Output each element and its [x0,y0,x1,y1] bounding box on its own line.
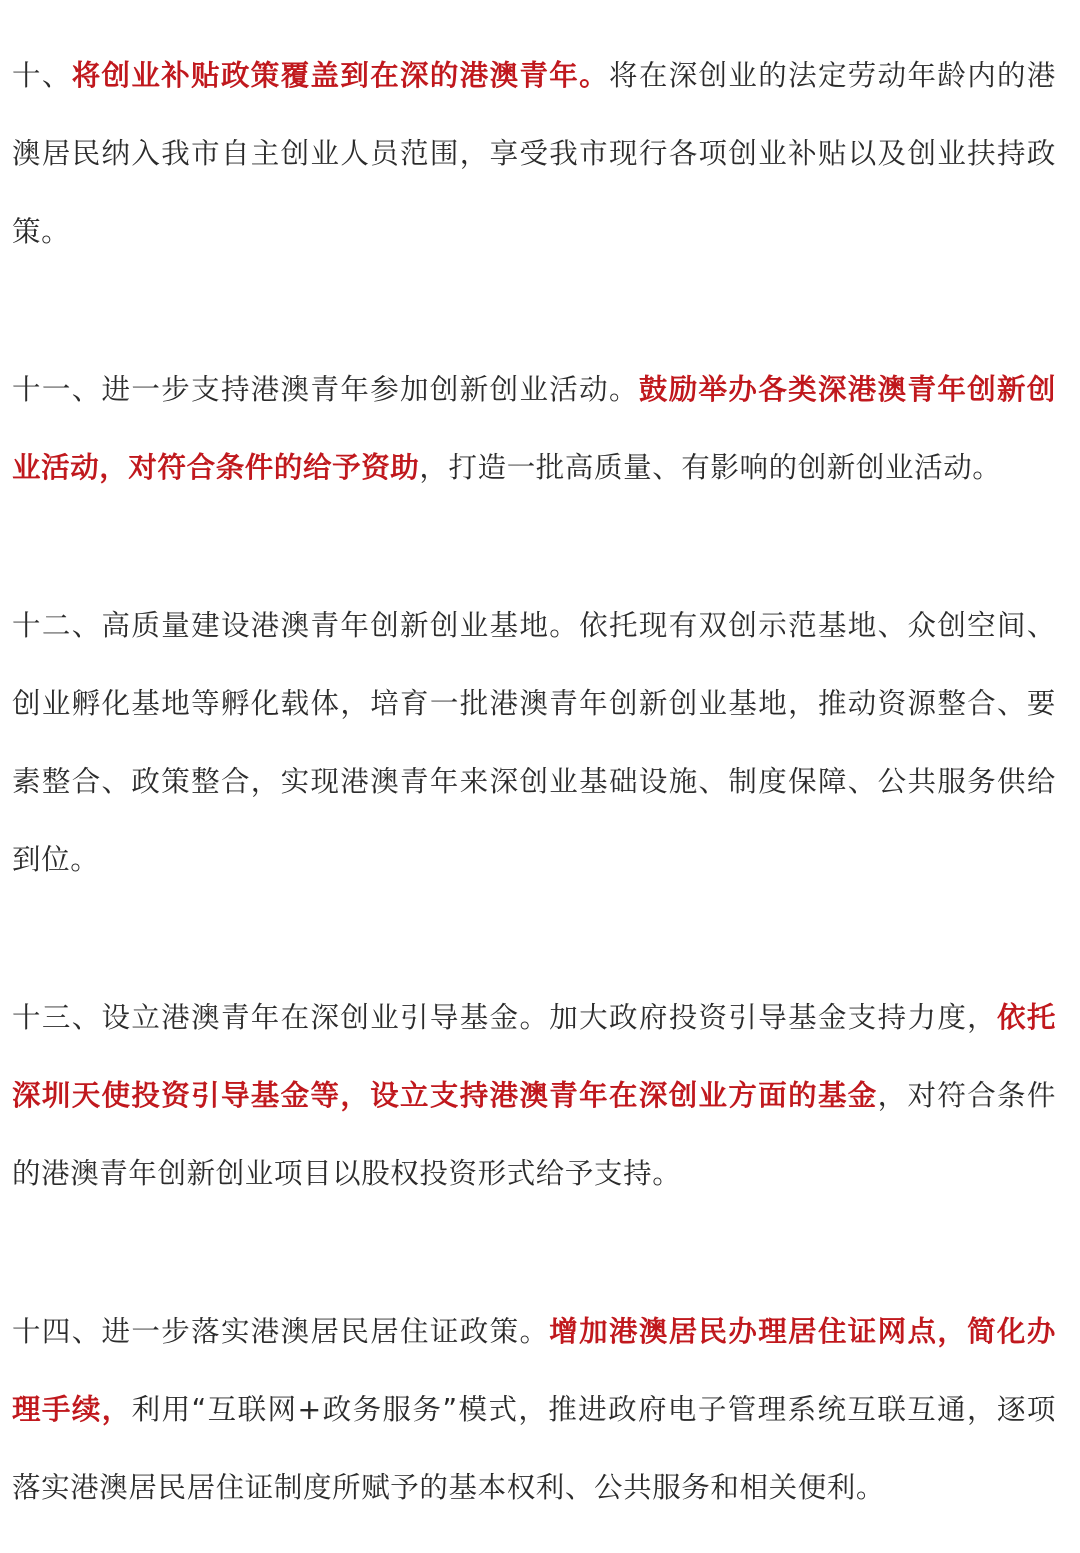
paragraph-10-lead: 十、 [12,59,72,92]
paragraph-spacer [12,271,1056,351]
paragraph-13-body: ，对符合条件的港澳青年创新创业项目以股权投资形式给予支持。 [12,1079,1056,1190]
paragraph-spacer [12,899,1056,979]
paragraph-10-body: 将在深创业的法定劳动年龄内的港澳居民纳入我市自主创业人员范围，享受我市现行各项创业补贴以及创业扶持政策。 [12,59,1056,248]
paragraph-13-lead: 十三、设立港澳青年在深创业引导基金。加大政府投资引导基金支持力度， [12,1001,998,1034]
paragraph-spacer [12,507,1056,587]
article-body [12,37,1056,1527]
paragraph-14-highlight: 增加港澳居民办理居住证网点，简化办理手续， [12,1315,1056,1426]
paragraph-14-lead: 十四、进一步落实港澳居民居住证政策。 [12,1315,550,1348]
paragraph-14-body: 利用“互联网+政务服务”模式，推进政府电子管理系统互联互通，逐项落实港澳居民居住证制度所赋予的基本权利、公共服务和相关便利。 [12,1393,1056,1504]
paragraph-11 [12,351,1056,507]
paragraph-13-highlight: 依托深圳天使投资引导基金等，设立支持港澳青年在深创业方面的基金 [12,1001,1056,1112]
paragraph-12-lead: 十二、高质量建设港澳青年创新创业基地。依托现有双创示范基地、众创空间、创业孵化基地等孵化载体，培育一批港澳青年创新创业基地，推动资源整合、要素整合、政策整合，实现港澳青年来深创业基础设施、制度保障、公共服务供给到位。 [12,609,1056,876]
paragraph-10 [12,37,1056,271]
paragraph-11-highlight: 鼓励举办各类深港澳青年创新创业活动，对符合条件的给予资助 [12,373,1056,484]
paragraph-14 [12,1293,1056,1527]
paragraph-13 [12,979,1056,1213]
paragraph-11-body: ，打造一批高质量、有影响的创新创业活动。 [419,451,1002,484]
paragraph-10-highlight: 将创业补贴政策覆盖到在深的港澳青年。 [71,59,609,92]
paragraph-12 [12,587,1056,899]
paragraph-11-lead: 十一、进一步支持港澳青年参加创新创业活动。 [12,373,639,406]
paragraph-spacer [12,1213,1056,1293]
